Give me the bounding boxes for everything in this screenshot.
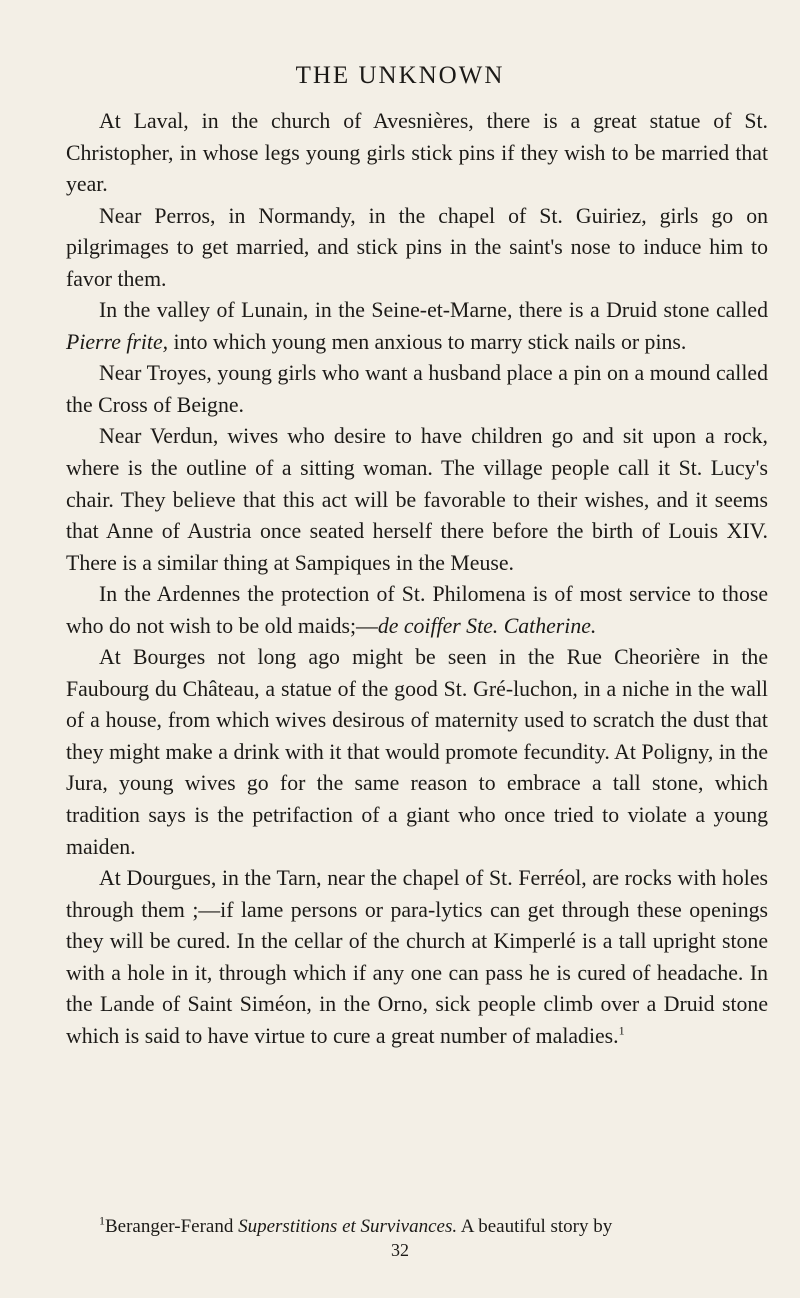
paragraph-ardennes-text: In the Ardennes the protection of St. Philomena is of most service to those who do not wish to be old maids;— [66,582,768,638]
paragraph-verdun: Near Verdun, wives who desire to have children go and sit upon a rock, where is the outline of a sitting woman. The village people call it St. Lucy's chair. They believe that this act will be favorable to their wishes, and it seems that Anne of Austria once seated herself there before the birth of Louis XIV. There is a similar thing at Sampiques in the Meuse. [66,424,768,575]
paragraph-perros: Near Perros, in Normandy, in the chapel of St. Guiriez, girls go on pilgrimages to get married, and stick pins in the saint's nose to induce him to favor them. [66,203,768,291]
running-head: THE UNKNOWN [295,62,505,89]
footnote [66,1215,768,1239]
paragraph-dourgues [66,863,768,1052]
italic-pierre-frite: Pierre frite, [66,329,169,354]
paragraph-lunain-text: In the valley of Lunain, in the Seine-et-Marne, there is a Druid stone called [99,298,768,323]
footnote-mark: 1 [99,1213,105,1228]
paragraph-troyes: Near Troyes, young girls who want a husband place a pin on a mound called the Cross of Beigne. [66,361,768,417]
footnote-rest: A beautiful story by [457,1216,613,1237]
body-text [66,106,768,1052]
paragraph-dourgues-text: At Dourgues, in the Tarn, near the chapel of St. Ferréol, are rocks with holes through them ;—if lame persons or para-lytics can get through these openings they will be cured. In the cellar of the church at Kimperlé is a tall upright stone with a hole in it, through which if any one can pass he is cured of headache. In the Lande of Saint Siméon, in the Orno, sick people climb over a Druid stone which is said to have virtue to cure a great number of maladies. [66,866,768,1048]
paragraph-lunain-text-end: into which young men anxious to marry stick nails or pins. [168,329,687,354]
footnote-title: Superstitions et Survivances. [238,1216,458,1237]
paragraph-lunain [66,295,768,358]
italic-coiffer: de coiffer Ste. Catherine. [377,613,597,638]
paragraph-laval: At Laval, in the church of Avesnières, there is a great statue of St. Christopher, in whose legs young girls stick pins if they wish to be married that year. [66,109,768,197]
paragraph-ardennes [66,579,768,642]
paragraph-bourges: At Bourges not long ago might be seen in the Rue Cheorière in the Faubourg du Château, a statue of the good St. Gré-luchon, in a niche in the wall of a house, from which wives desirous of maternity used to scratch the dust that they might make a drink with it that would promote fecundity. At Poligny, in the Jura, young wives go for the same reason to embrace a tall stone, which tradition says is the petrifaction of a giant who once tried to violate a young maiden. [66,645,768,859]
footnote-reference: 1 [618,1023,625,1038]
page-number: 32 [391,1240,409,1260]
footnote-author: Beranger-Ferand [105,1216,239,1237]
